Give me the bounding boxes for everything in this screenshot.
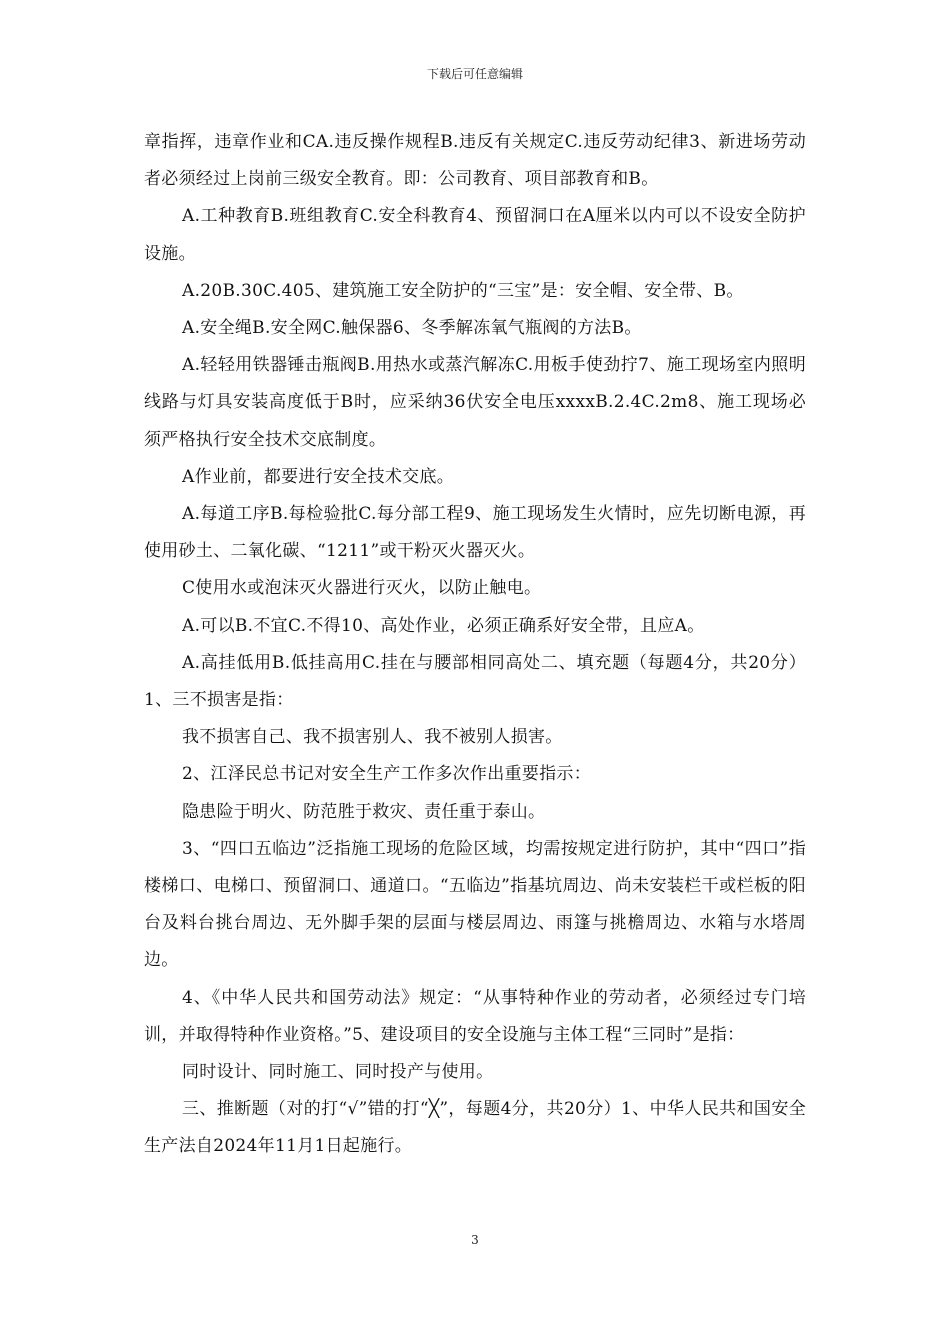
paragraph: 同时设计、同时施工、同时投产与使用。 — [182, 1062, 494, 1083]
paragraph: 4、《中华人民共和国劳动法》规定：“从事特种作业的劳动者，必须经过专门培训，并取得特种作业资格。”5、建设项目的安全设施与主体工程“三同时”是指： — [144, 987, 806, 1045]
paragraph: A作业前，都要进行安全技术交底。 — [182, 466, 455, 487]
paragraph: C使用水或泡沫灭火器进行灭火，以防止触电。 — [182, 578, 542, 599]
page-number: 3 — [471, 1233, 479, 1247]
paragraph: A.可以B.不宜C.不得10、高处作业，必须正确系好安全带，且应A。 — [182, 615, 705, 636]
paragraph: 隐患险于明火、防范胜于救灾、责任重于泰山。 — [182, 801, 546, 822]
paragraph: 我不损害自己、我不损害别人、我不被别人损害。 — [182, 727, 563, 748]
paragraph: A.20B.30C.405、建筑施工安全防护的“三宝”是：安全帽、安全带、B。 — [182, 280, 744, 301]
page-header: 下载后可任意编辑 — [426, 67, 523, 81]
paragraph: A.每道工序B.每检验批C.每分部工程9、施工现场发生火情时，应先切断电源，再使用砂土、二氧化碳、“1211”或干粉灭火器灭火。 — [144, 504, 806, 562]
paragraph: 3、“四口五临边”泛指施工现场的危险区域，均需按规定进行防护，其中“四口”指楼梯口、电梯口、预留洞口、通道口。“五临边”指基坑周边、尚未安装栏干或栏板的阳台及料台挑台周边、无外脚手架的层面与楼层周边、雨篷与挑檐周边、水箱与水塔周边。 — [144, 838, 806, 971]
paragraph: 章指挥，违章作业和CA.违反操作规程B.违反有关规定C.违反劳动纪律3、新进场劳动者必须经过上岗前三级安全教育。即：公司教育、项目部教育和B。 — [144, 132, 806, 190]
paragraph: 2、江泽民总书记对安全生产工作多次作出重要指示： — [182, 764, 592, 785]
paragraph: 三、推断题（对的打“√”错的打“╳”，每题4分，共20分）1、中华人民共和国安全生产法自2024年11月1日起施行。 — [144, 1099, 806, 1157]
paragraph: A.工种教育B.班组教育C.安全科教育4、预留洞口在A厘米以内可以不设安全防护设施。 — [144, 206, 806, 264]
document-body — [144, 124, 806, 1166]
paragraph: A.高挂低用B.低挂高用C.挂在与腰部相同高处二、填充题（每题4分，共20分）1、三不损害是指： — [144, 652, 806, 711]
paragraph: A.安全绳B.安全网C.触保器6、冬季解冻氧气瓶阀的方法B。 — [182, 318, 642, 339]
paragraph: A.轻轻用铁器锤击瓶阀B.用热水或蒸汽解冻C.用板手使劲拧7、施工现场室内照明线路与灯具安装高度低于B时，应采纳36伏安全电压xxxxB.2.4C.2m8、施工现场必须严格执行安全技术交底制度。 — [144, 355, 806, 450]
